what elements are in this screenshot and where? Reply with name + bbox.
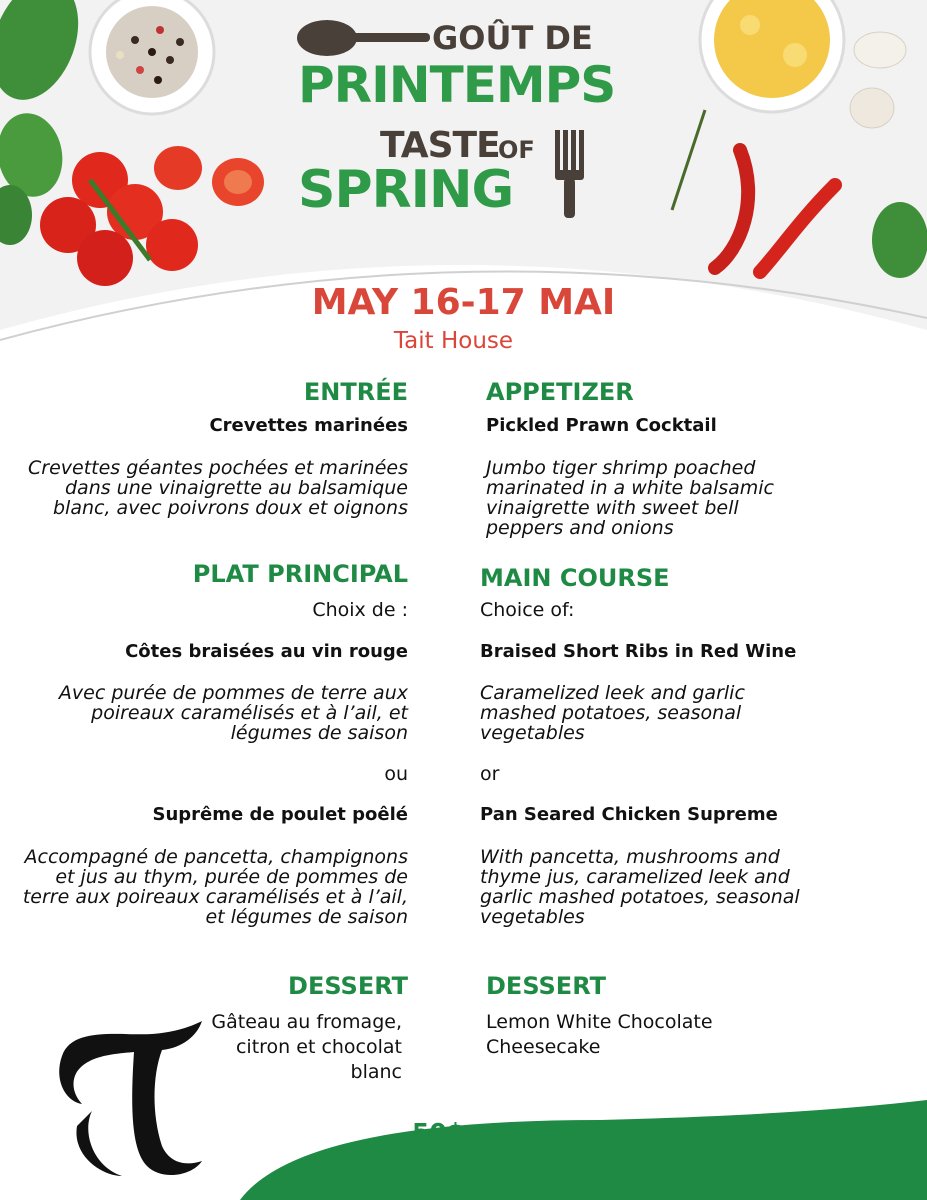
- en-dessert-desc: Lemon White Chocolate Cheesecake: [486, 1011, 713, 1058]
- logo-printemps: PRINTEMPS: [298, 56, 616, 114]
- logo-gout-de: GOÛT DE: [432, 19, 593, 57]
- chili-pepper-icon: [715, 150, 835, 272]
- fr-starter-name: Crevettes marinées: [209, 415, 408, 436]
- fr-main1-desc: Avec purée de pommes de terre aux poireaux caramélisés et à l’ail, et légumes de saison: [58, 682, 408, 744]
- fork-icon: [555, 130, 584, 218]
- fr-choice-label: Choix de :: [312, 599, 408, 621]
- en-dessert-heading: DESSERT: [486, 972, 606, 1000]
- fr-main2-name: Suprême de poulet poêlé: [152, 804, 408, 825]
- logo-spring: SPRING: [298, 160, 514, 220]
- fr-or-label: ou: [384, 763, 408, 785]
- en-starter-desc: Jumbo tiger shrimp poached marinated in a white balsamic vinaigrette with sweet bell peppers and onions: [486, 457, 775, 539]
- fr-dessert-heading: DESSERT: [288, 972, 408, 1000]
- mushroom-icon: [850, 32, 906, 128]
- en-main1-name: Braised Short Ribs in Red Wine: [480, 641, 797, 662]
- en-main1-desc: Caramelized leek and garlic mashed potatoes, seasonal vegetables: [480, 682, 745, 744]
- t-logo-icon: [52, 1016, 212, 1181]
- en-or-label: or: [480, 763, 500, 785]
- event-date: MAY 16-17 MAI: [311, 282, 616, 323]
- logo-of: OF: [498, 136, 535, 164]
- fr-dessert-desc: Gâteau au fromage, citron et chocolat blanc: [211, 1011, 402, 1083]
- en-starter-heading: APPETIZER: [486, 378, 634, 406]
- fr-main-heading: PLAT PRINCIPAL: [192, 560, 408, 588]
- en-main2-name: Pan Seared Chicken Supreme: [480, 804, 778, 825]
- en-starter-name: Pickled Prawn Cocktail: [486, 415, 717, 436]
- cheese-bowl-icon: [700, 0, 844, 112]
- en-main2-desc: With pancetta, mushrooms and thyme jus, caramelized leek and garlic mashed potatoes, seasonal vegetables: [480, 846, 800, 928]
- en-choice-label: Choice of:: [480, 599, 575, 621]
- rosemary-icon: [672, 110, 705, 210]
- event-venue: Tait House: [393, 328, 514, 354]
- fr-main1-name: Côtes braisées au vin rouge: [125, 641, 408, 662]
- spinach-leaf-icon: [872, 202, 927, 278]
- logo-taste: TASTE: [380, 125, 500, 166]
- fr-starter-heading: ENTRÉE: [303, 378, 408, 406]
- spoon-icon: [297, 20, 430, 56]
- price: 50$: [412, 1118, 465, 1147]
- fr-main2-desc: Accompagné de pancetta, champignons et jus au thym, purée de pommes de terre aux poireaux caramélisés et à l’ail, et légumes de saison: [22, 846, 408, 928]
- pepper-bowl-icon: [90, 0, 214, 114]
- en-main-heading: MAIN COURSE: [480, 564, 670, 592]
- fr-starter-desc: Crevettes géantes pochées et marinées dans une vinaigrette au balsamique blanc, avec poivrons doux et oignons: [28, 457, 408, 519]
- tomato-icon: [40, 146, 264, 286]
